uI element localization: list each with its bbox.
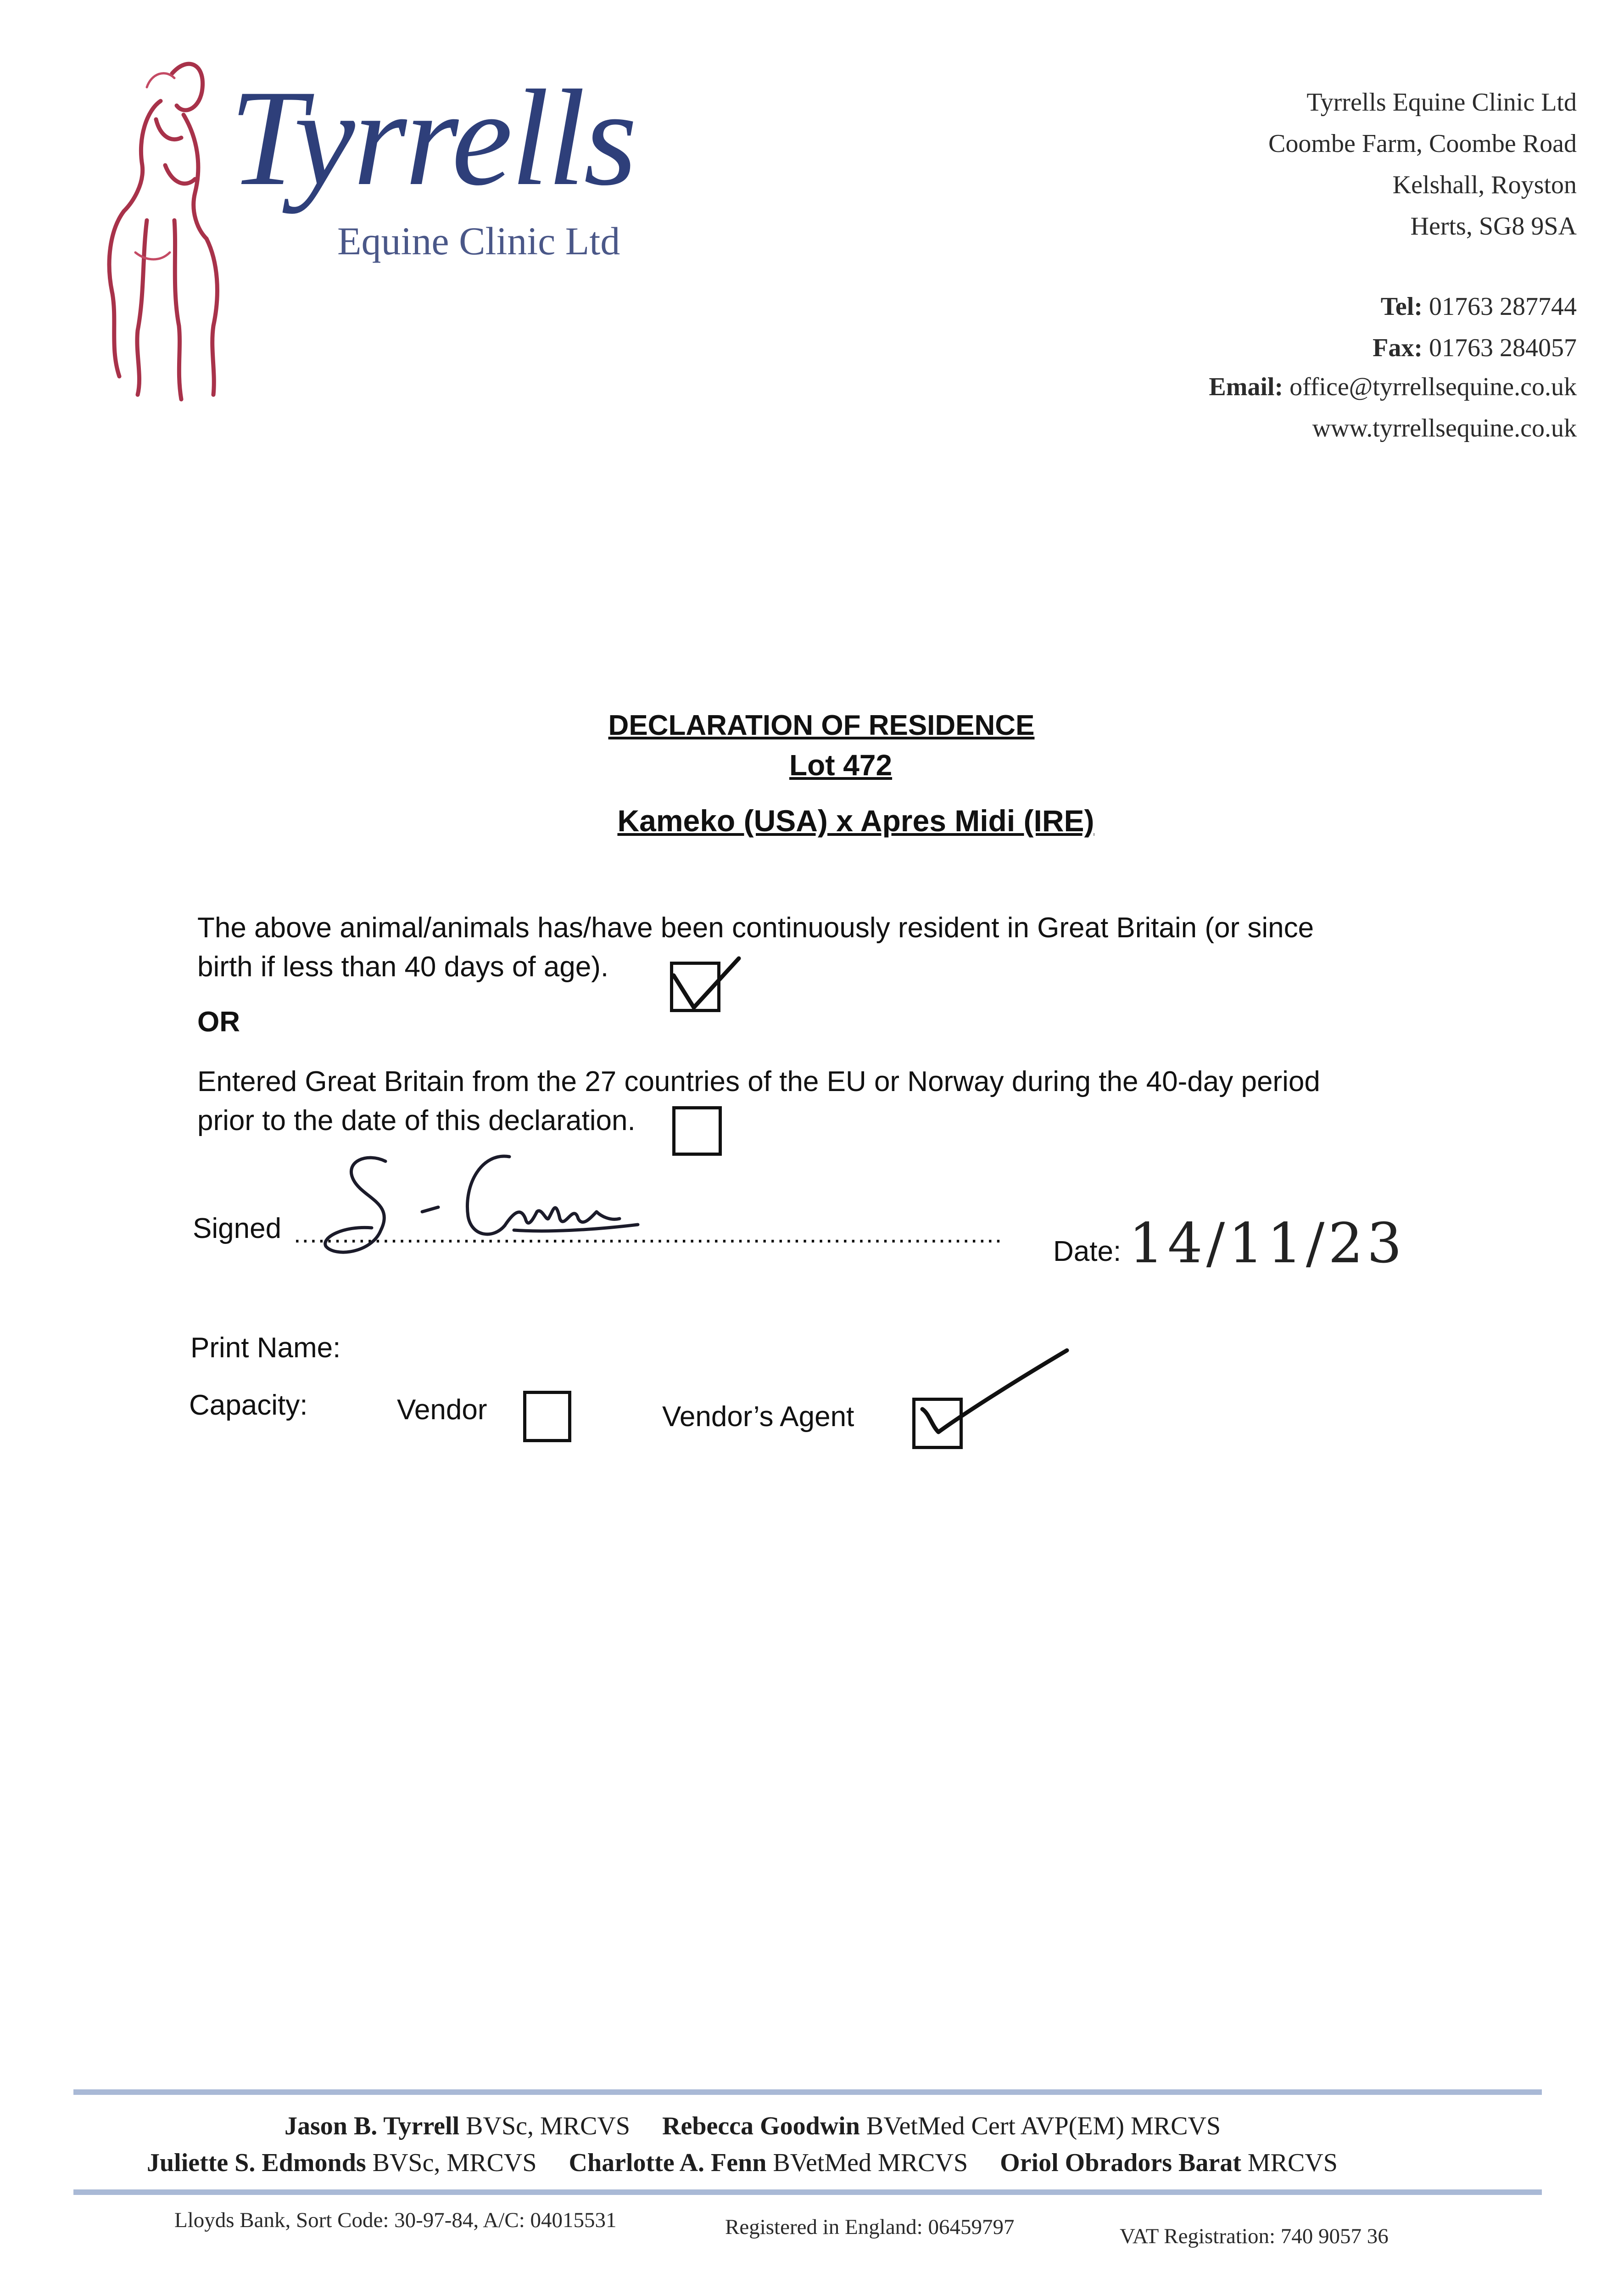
footer-rule-bottom (73, 2189, 1542, 2195)
partner-name: Rebecca Goodwin (662, 2112, 860, 2140)
fax-line (1373, 335, 1577, 361)
partners-line-1 (285, 2111, 1221, 2141)
print-name-label: Print Name: (190, 1332, 341, 1364)
or-label: OR (197, 1006, 240, 1038)
email-value: office@tyrrellsequine.co.uk (1289, 373, 1577, 401)
option2-text-line2: prior to the date of this declaration. (197, 1105, 636, 1136)
partner-quals: BVetMed Cert AVP(EM) MRCVS (866, 2112, 1221, 2140)
address-line-company: Tyrrells Equine Clinic Ltd (1306, 88, 1577, 117)
lot-number: Lot 472 (789, 749, 893, 782)
signed-label: Signed (193, 1213, 282, 1244)
signature-image (317, 1143, 665, 1276)
tel-line (1381, 294, 1577, 319)
date-label: Date: (1053, 1236, 1122, 1267)
address-line-street: Coombe Farm, Coombe Road (1268, 129, 1577, 158)
option2-text-line1: Entered Great Britain from the 27 countries of the EU or Norway during the 40-day period (197, 1066, 1320, 1097)
declaration-title: DECLARATION OF RESIDENCE (608, 710, 1035, 741)
website-line: www.tyrrellsequine.co.uk (1312, 414, 1577, 442)
horse-breeding: Kameko (USA) x Apres Midi (IRE) (617, 804, 1094, 838)
partner-name: Charlotte A. Fenn (569, 2149, 767, 2177)
email-line (1209, 374, 1577, 400)
vendor-checkbox[interactable] (523, 1391, 571, 1442)
vendor-label: Vendor (397, 1394, 487, 1426)
option2-checkbox[interactable] (672, 1106, 722, 1156)
email-label: Email: (1209, 373, 1284, 401)
vat-registration: VAT Registration: 740 9057 36 (1120, 2224, 1389, 2248)
company-registration: Registered in England: 06459797 (725, 2215, 1015, 2239)
partner-quals: BVSc, MRCVS (372, 2149, 537, 2177)
partners-line-2 (147, 2148, 1338, 2177)
option1-text-line2: birth if less than 40 days of age). (197, 951, 609, 983)
option1-checkmark-icon (665, 950, 748, 1019)
footer-rule-top (73, 2089, 1542, 2095)
horse-logo-icon (92, 46, 243, 413)
option1-text-line1: The above animal/animals has/have been continuously resident in Great Britain (or since (197, 912, 1314, 944)
date-value: 14/11/23 (1129, 1212, 1406, 1276)
partner-quals: BVetMed MRCVS (773, 2149, 968, 2177)
signature-line: ........................................................................................ (294, 1219, 1003, 1248)
vendors-agent-checkmark-icon (913, 1345, 1078, 1446)
vendors-agent-label: Vendor’s Agent (662, 1401, 854, 1433)
brand-logo-subtitle: Equine Clinic Ltd (337, 219, 620, 263)
partner-name: Oriol Obradors Barat (1000, 2149, 1241, 2177)
address-line-postcode: Herts, SG8 9SA (1410, 212, 1577, 241)
fax-value: 01763 284057 (1429, 334, 1577, 362)
brand-logo-wordmark: Tyrrells (229, 62, 636, 214)
address-line-town: Kelshall, Royston (1392, 171, 1577, 199)
partner-quals: BVSc, MRCVS (466, 2112, 631, 2140)
capacity-label: Capacity: (189, 1389, 308, 1421)
tel-label: Tel: (1380, 292, 1423, 321)
bank-details: Lloyds Bank, Sort Code: 30-97-84, A/C: 04015531 (174, 2208, 617, 2232)
tel-value: 01763 287744 (1429, 292, 1577, 321)
partner-name: Juliette S. Edmonds (147, 2149, 366, 2177)
fax-label: Fax: (1373, 334, 1423, 362)
partner-name: Jason B. Tyrrell (285, 2112, 460, 2140)
partner-quals: MRCVS (1247, 2149, 1338, 2177)
